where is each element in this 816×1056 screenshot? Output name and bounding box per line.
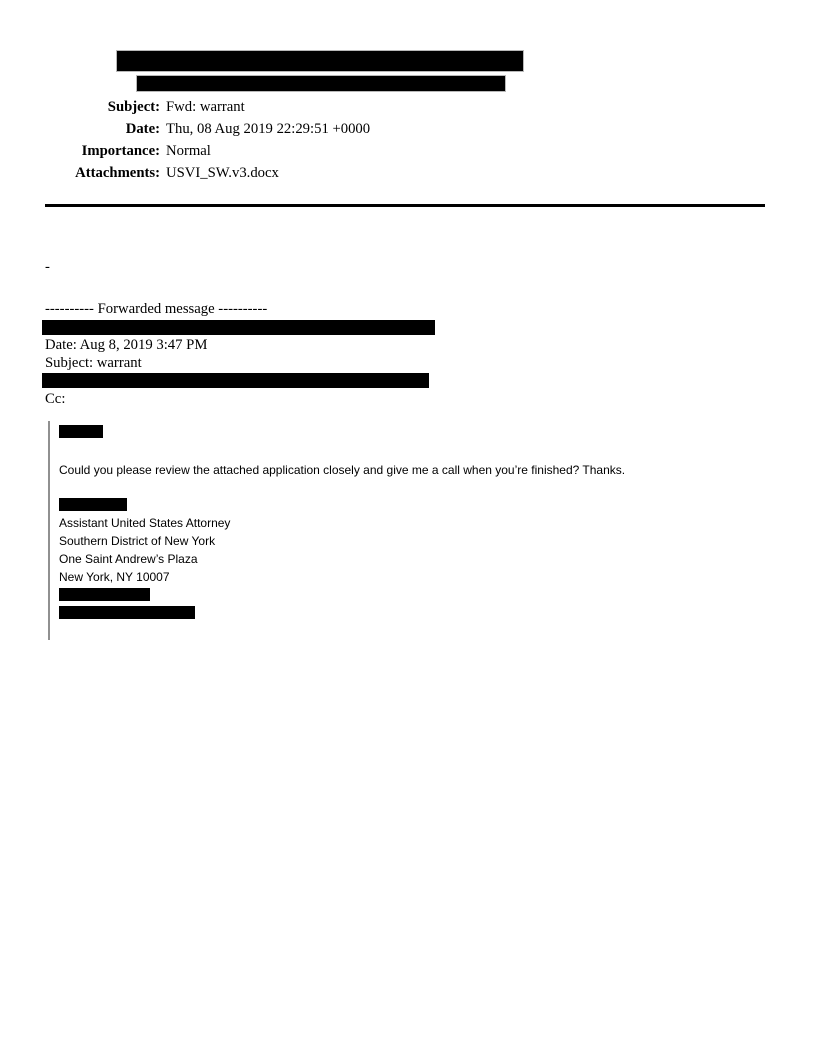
forwarded-date-line: Date: Aug 8, 2019 3:47 PM [45, 337, 208, 353]
signature-district: Southern District of New York [59, 534, 216, 548]
redacted-forwarded-to [42, 373, 429, 388]
attachments-row [45, 162, 745, 184]
date-value: Thu, 08 Aug 2019 22:29:51 +0000 [166, 121, 371, 137]
redacted-email [59, 606, 195, 619]
importance-value: Normal [166, 143, 211, 159]
redacted-signature-name [59, 498, 127, 511]
signature-city: New York, NY 10007 [59, 570, 170, 584]
importance-row [45, 140, 745, 162]
quoted-message-block [48, 421, 748, 640]
subject-value: Fwd: warrant [166, 99, 245, 115]
attachments-filename: USVI_SW.v3.docx [166, 165, 279, 181]
importance-label: Importance: [81, 143, 160, 159]
attachments-label: Attachments: [75, 165, 160, 181]
header-divider-rule [45, 204, 765, 207]
email-header-fields [45, 96, 745, 184]
forwarded-cc-line: Cc: [45, 391, 66, 407]
redacted-from-line [117, 51, 523, 71]
signature-title: Assistant United States Attorney [59, 516, 231, 530]
redacted-forwarded-from [42, 320, 435, 335]
forwarded-message-block [45, 300, 765, 408]
dash-line: - [45, 259, 50, 275]
redacted-phone [59, 588, 150, 601]
forwarded-subject-line: Subject: warrant [45, 355, 142, 371]
message-text: Could you please review the attached application closely and give me a call when you’re finished? Thanks. [59, 463, 626, 477]
forwarded-message-header: ---------- Forwarded message ---------- [45, 301, 268, 317]
signature-block [59, 514, 748, 586]
redacted-to-line [137, 76, 505, 91]
date-label: Date: [125, 121, 160, 137]
subject-row [45, 96, 745, 118]
date-row [45, 118, 745, 140]
subject-label: Subject: [107, 99, 160, 115]
signature-address: One Saint Andrew’s Plaza [59, 552, 198, 566]
redacted-greeting-name [59, 425, 103, 438]
